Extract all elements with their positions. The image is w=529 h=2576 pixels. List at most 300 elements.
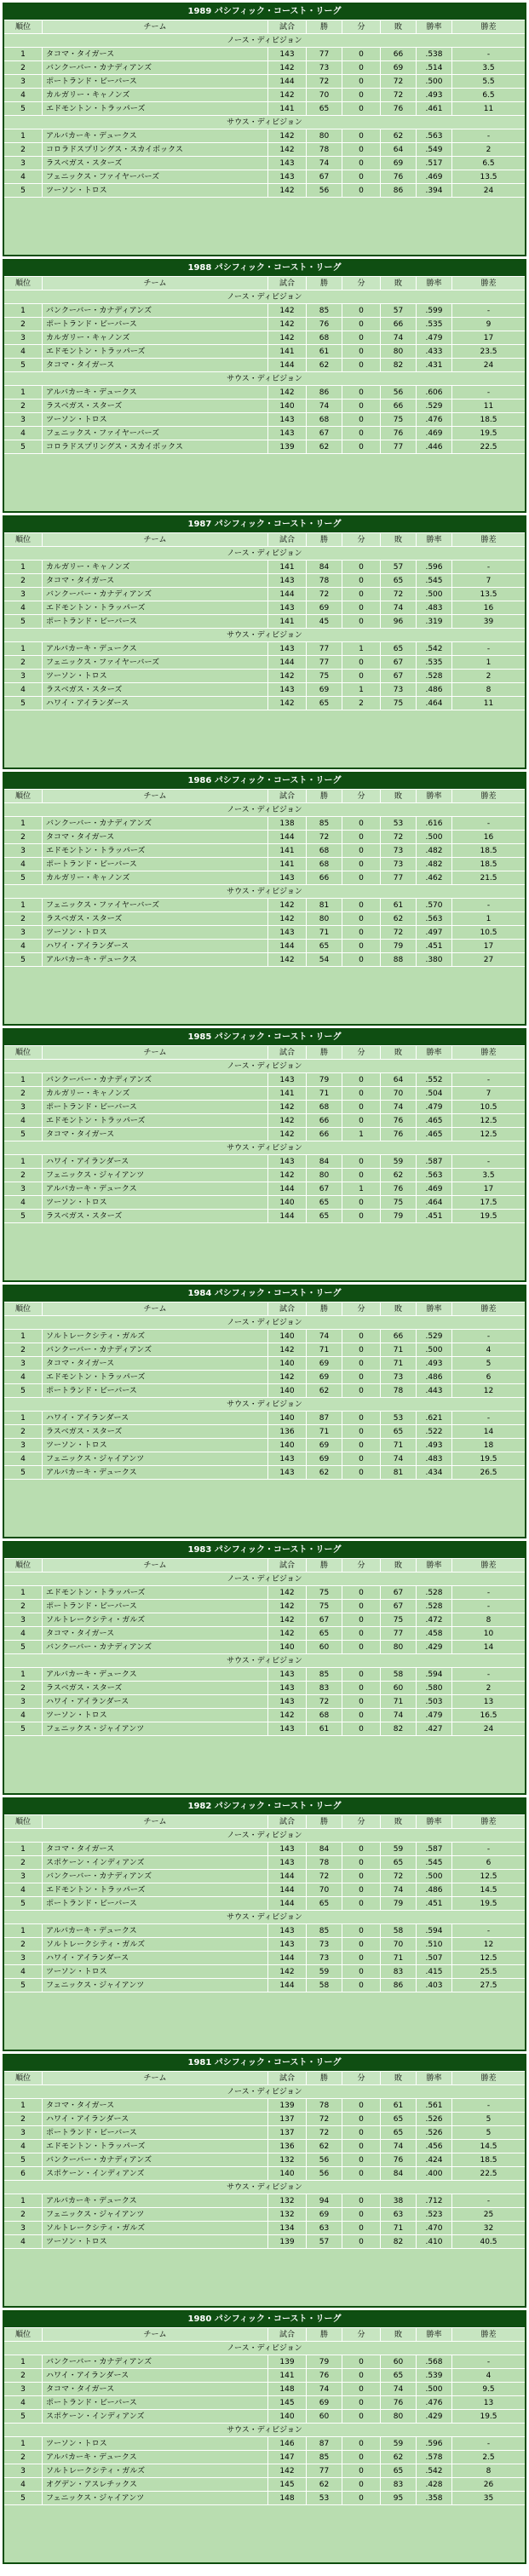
- team-name-link[interactable]: フェニックス・ジャイアンツ: [43, 1979, 268, 1992]
- team-name-link[interactable]: ラスベガス・スターズ: [43, 1210, 268, 1222]
- team-name-link[interactable]: ソルトレークシティ・ガルズ: [43, 2464, 268, 2477]
- team-name-link[interactable]: エドモントン・トラッパーズ: [43, 601, 268, 614]
- cell-pct: .429: [417, 1641, 452, 1653]
- cell-ties: 0: [342, 1641, 381, 1653]
- cell-rank: 6: [4, 2167, 43, 2180]
- cell-ties: 0: [342, 1668, 381, 1681]
- team-name-link[interactable]: タコマ・タイガース: [43, 574, 268, 587]
- cell-ties: 0: [342, 1114, 381, 1127]
- column-header-ties: 分: [342, 20, 381, 33]
- table-row: [4, 1101, 525, 1114]
- column-header-row: [4, 533, 525, 547]
- cell-pct: .469: [417, 427, 452, 440]
- season-standings-table: [3, 1285, 526, 1538]
- cell-games: 146: [268, 2437, 307, 2450]
- cell-pct: .500: [417, 831, 452, 843]
- team-name-link[interactable]: アルバカーキ・デュークス: [43, 1668, 268, 1681]
- table-row: [4, 574, 525, 588]
- table-row: [4, 1087, 525, 1101]
- cell-rank: 1: [4, 304, 43, 317]
- team-name-link[interactable]: ツーソン・トロス: [43, 1709, 268, 1722]
- season-title: 1987 パシフィック・コースト・リーグ: [4, 517, 525, 533]
- cell-wins: 68: [307, 1101, 342, 1113]
- cell-wins: 77: [307, 642, 342, 655]
- team-name-link[interactable]: エドモントン・トラッパーズ: [43, 1371, 268, 1383]
- cell-rank: 2: [4, 912, 43, 925]
- team-name-link[interactable]: ツーソン・トロス: [43, 2235, 268, 2248]
- table-row: [4, 2369, 525, 2383]
- team-name-link[interactable]: ポートランド・ビーバース: [43, 2396, 268, 2409]
- team-name-link[interactable]: ラスベガス・スターズ: [43, 683, 268, 696]
- team-name-link[interactable]: ポートランド・ビーバース: [43, 1600, 268, 1613]
- team-name-link[interactable]: ハワイ・アイランダース: [43, 1695, 268, 1708]
- cell-wins: 73: [307, 61, 342, 74]
- cell-pct: .535: [417, 656, 452, 669]
- cell-rank: 4: [4, 2396, 43, 2409]
- cell-wins: 77: [307, 656, 342, 669]
- team-name-link[interactable]: フェニックス・ジャイアンツ: [43, 2492, 268, 2504]
- cell-pct: .500: [417, 1870, 452, 1883]
- team-name-link[interactable]: コロラドスプリングス・スカイボックス: [43, 143, 268, 156]
- cell-games: 142: [268, 1101, 307, 1113]
- cell-losses: 65: [381, 2369, 417, 2382]
- table-row: [4, 1466, 525, 1480]
- team-name-link[interactable]: ハワイ・アイランダース: [43, 1412, 268, 1424]
- team-name-link[interactable]: バンクーバー・カナディアンズ: [43, 61, 268, 74]
- cell-losses: 61: [381, 2099, 417, 2112]
- cell-gb: 10.5: [480, 1103, 497, 1112]
- cell-games: 137: [268, 2126, 307, 2139]
- team-name-link[interactable]: フェニックス・ファイヤーバーズ: [43, 899, 268, 911]
- team-name-link[interactable]: タコマ・タイガース: [43, 1627, 268, 1640]
- table-row: [4, 1965, 525, 1979]
- cell-pct: .443: [417, 1384, 452, 1397]
- cell-losses: 64: [381, 143, 417, 156]
- cell-games: 147: [268, 2451, 307, 2464]
- team-name-link[interactable]: タコマ・タイガース: [43, 1128, 268, 1141]
- cell-ties: 0: [342, 844, 381, 857]
- cell-gb: 6.5: [482, 91, 495, 100]
- cell-wins: 87: [307, 2437, 342, 2450]
- team-name-link[interactable]: スポケーン・インディアンズ: [43, 1856, 268, 1869]
- cell-pct: .451: [417, 1897, 452, 1910]
- team-name-link[interactable]: カルガリー・キャノンズ: [43, 1087, 268, 1100]
- column-header-wins: 勝: [307, 2072, 342, 2084]
- cell-pct: .358: [417, 2492, 452, 2504]
- team-name-link[interactable]: ソルトレークシティ・ガルズ: [43, 2222, 268, 2234]
- cell-games: 140: [268, 1196, 307, 1209]
- team-name-link[interactable]: ツーソン・トロス: [43, 413, 268, 426]
- cell-losses: 59: [381, 1843, 417, 1855]
- cell-gb: -: [486, 1670, 491, 1679]
- cell-pct: .446: [417, 440, 452, 453]
- table-row: [4, 926, 525, 940]
- cell-ties: 0: [342, 143, 381, 156]
- team-name-link[interactable]: ポートランド・ビーバース: [43, 1384, 268, 1397]
- cell-losses: 83: [381, 1965, 417, 1978]
- team-name-link[interactable]: ポートランド・ビーバース: [43, 615, 268, 628]
- cell-rank: 2: [4, 1425, 43, 1438]
- season-title: 1986 パシフィック・コースト・リーグ: [4, 773, 525, 790]
- cell-gb: 12.5: [480, 1872, 497, 1881]
- cell-ties: 0: [342, 1425, 381, 1438]
- cell-losses: 53: [381, 817, 417, 830]
- team-name-link[interactable]: カルガリー・キャノンズ: [43, 561, 268, 573]
- division-header: ノース・ディビジョン: [4, 290, 525, 304]
- table-row: [4, 427, 525, 440]
- cell-wins: 72: [307, 75, 342, 88]
- season-title: 1989 パシフィック・コースト・リーグ: [4, 4, 525, 20]
- cell-rank: 2: [4, 61, 43, 74]
- cell-losses: 74: [381, 331, 417, 344]
- cell-rank: 3: [4, 1952, 43, 1964]
- cell-rank: 1: [4, 1843, 43, 1855]
- division-header: サウス・ディビジョン: [4, 1654, 525, 1668]
- column-header-gb: 勝差: [480, 2331, 497, 2339]
- cell-games: 143: [268, 1073, 307, 1086]
- team-name-link[interactable]: オグデン・アスレチックス: [43, 2478, 268, 2491]
- cell-wins: 58: [307, 1979, 342, 1992]
- team-name-link[interactable]: ハワイ・アイランダース: [43, 697, 268, 710]
- cell-games: 142: [268, 1627, 307, 1640]
- team-name-link[interactable]: アルバカーキ・デュークス: [43, 1466, 268, 1479]
- cell-losses: 71: [381, 1695, 417, 1708]
- team-name-link[interactable]: ツーソン・トロス: [43, 2437, 268, 2450]
- cell-pct: .482: [417, 858, 452, 871]
- cell-pct: .599: [417, 304, 452, 317]
- cell-rank: 2: [4, 1682, 43, 1694]
- team-name-link[interactable]: アルバカーキ・デュークス: [43, 642, 268, 655]
- cell-rank: 2: [4, 1856, 43, 1869]
- cell-ties: 0: [342, 2369, 381, 2382]
- column-header-row: [4, 2072, 525, 2085]
- team-name-link[interactable]: ツーソン・トロス: [43, 670, 268, 682]
- table-row: [4, 1722, 525, 1736]
- cell-gb: -: [486, 1589, 491, 1597]
- cell-games: 142: [268, 2464, 307, 2477]
- team-name-link[interactable]: バンクーバー・カナディアンズ: [43, 2355, 268, 2368]
- cell-losses: 65: [381, 642, 417, 655]
- cell-games: 132: [268, 2208, 307, 2221]
- cell-games: 142: [268, 953, 307, 966]
- team-name-link[interactable]: ツーソン・トロス: [43, 1439, 268, 1452]
- cell-wins: 72: [307, 588, 342, 601]
- table-row: [4, 1600, 525, 1613]
- table-row: [4, 440, 525, 454]
- cell-games: 142: [268, 1371, 307, 1383]
- table-row: [4, 844, 525, 858]
- table-row: [4, 1668, 525, 1682]
- team-name-link[interactable]: ラスベガス・スターズ: [43, 1682, 268, 1694]
- team-name-link[interactable]: バンクーバー・カナディアンズ: [43, 2153, 268, 2166]
- team-name-link[interactable]: エドモントン・トラッパーズ: [43, 844, 268, 857]
- cell-rank: 5: [4, 359, 43, 371]
- team-name-link[interactable]: ラスベガス・スターズ: [43, 912, 268, 925]
- team-name-link[interactable]: コロラドスプリングス・スカイボックス: [43, 440, 268, 453]
- cell-losses: 38: [381, 2194, 417, 2207]
- cell-losses: 71: [381, 1357, 417, 1370]
- team-name-link[interactable]: ポートランド・ビーバース: [43, 2126, 268, 2139]
- cell-wins: 69: [307, 601, 342, 614]
- team-name-link[interactable]: フェニックス・ファイヤーバーズ: [43, 170, 268, 183]
- cell-games: 141: [268, 844, 307, 857]
- team-name-link[interactable]: エドモントン・トラッパーズ: [43, 102, 268, 115]
- table-row: [4, 1843, 525, 1856]
- team-name-link[interactable]: アルバカーキ・デュークス: [43, 1924, 268, 1937]
- season-title: 1983 パシフィック・コースト・リーグ: [4, 1543, 525, 1559]
- cell-games: 142: [268, 89, 307, 101]
- cell-pct: .500: [417, 588, 452, 601]
- cell-wins: 73: [307, 1938, 342, 1951]
- cell-rank: 1: [4, 2194, 43, 2207]
- cell-rank: 3: [4, 1439, 43, 1452]
- cell-losses: 75: [381, 697, 417, 710]
- team-name-link[interactable]: カルガリー・キャノンズ: [43, 871, 268, 884]
- cell-losses: 66: [381, 318, 417, 331]
- team-name-link[interactable]: バンクーバー・カナディアンズ: [43, 304, 268, 317]
- team-name-link[interactable]: フェニックス・ジャイアンツ: [43, 1169, 268, 1182]
- cell-games: 142: [268, 1128, 307, 1141]
- team-name-link[interactable]: スポケーン・インディアンズ: [43, 2410, 268, 2423]
- cell-games: 143: [268, 1452, 307, 1465]
- cell-rank: 3: [4, 1613, 43, 1626]
- cell-games: 140: [268, 1357, 307, 1370]
- cell-gb: 22.5: [480, 2170, 497, 2178]
- cell-games: 142: [268, 61, 307, 74]
- cell-rank: 1: [4, 2355, 43, 2368]
- cell-gb: -: [486, 563, 491, 572]
- team-name-link[interactable]: ポートランド・ビーバース: [43, 1101, 268, 1113]
- cell-gb: 8: [486, 686, 492, 694]
- team-name-link[interactable]: ソルトレークシティ・ガルズ: [43, 1613, 268, 1626]
- cell-pct: .465: [417, 1128, 452, 1141]
- team-name-link[interactable]: ソルトレークシティ・ガルズ: [43, 1938, 268, 1951]
- cell-pct: .434: [417, 1466, 452, 1479]
- team-name-link[interactable]: ラスベガス・スターズ: [43, 1425, 268, 1438]
- cell-pct: .451: [417, 1210, 452, 1222]
- cell-rank: 2: [4, 1343, 43, 1356]
- cell-ties: 0: [342, 1330, 381, 1343]
- column-header-wins: 勝: [307, 1046, 342, 1059]
- cell-gb: 25: [483, 2211, 494, 2219]
- team-name-link[interactable]: ハワイ・アイランダース: [43, 2369, 268, 2382]
- team-name-link[interactable]: アルバカーキ・デュークス: [43, 953, 268, 966]
- cell-ties: 0: [342, 2437, 381, 2450]
- cell-gb: 1: [486, 915, 492, 923]
- cell-gb: 18.5: [480, 860, 497, 869]
- team-name-link[interactable]: カルガリー・キャノンズ: [43, 331, 268, 344]
- team-name-link[interactable]: アルバカーキ・デュークス: [43, 129, 268, 142]
- cell-losses: 61: [381, 899, 417, 911]
- cell-games: 144: [268, 1182, 307, 1195]
- season-title: 1981 パシフィック・コースト・リーグ: [4, 2056, 525, 2072]
- column-header-row: [4, 2328, 525, 2342]
- team-name-link[interactable]: ハワイ・アイランダース: [43, 1952, 268, 1964]
- column-header-gb: 勝差: [480, 2074, 497, 2083]
- table-row: [4, 2167, 525, 2181]
- table-row: [4, 697, 525, 710]
- team-name-link[interactable]: エドモントン・トラッパーズ: [43, 1586, 268, 1599]
- team-name-link[interactable]: ソルトレークシティ・ガルズ: [43, 1330, 268, 1343]
- cell-pct: .433: [417, 345, 452, 358]
- cell-losses: 74: [381, 2383, 417, 2395]
- team-name-link[interactable]: ポートランド・ビーバース: [43, 1897, 268, 1910]
- cell-wins: 65: [307, 697, 342, 710]
- season-title: 1984 パシフィック・コースト・リーグ: [4, 1286, 525, 1302]
- column-header-team: チーム: [43, 1559, 268, 1572]
- table-row: [4, 2153, 525, 2167]
- team-name-link[interactable]: ツーソン・トロス: [43, 926, 268, 939]
- team-name-link[interactable]: ツーソン・トロス: [43, 184, 268, 197]
- table-row: [4, 1695, 525, 1709]
- cell-pct: .394: [417, 184, 452, 197]
- cell-losses: 64: [381, 1073, 417, 1086]
- cell-losses: 59: [381, 1155, 417, 1168]
- cell-pct: .587: [417, 1843, 452, 1855]
- cell-wins: 84: [307, 1155, 342, 1168]
- cell-gb: 18.5: [480, 847, 497, 855]
- team-name-link[interactable]: ラスベガス・スターズ: [43, 157, 268, 170]
- team-name-link[interactable]: タコマ・タイガース: [43, 831, 268, 843]
- cell-rank: 1: [4, 2437, 43, 2450]
- team-name-link[interactable]: フェニックス・ファイヤーバーズ: [43, 427, 268, 440]
- cell-gb: 13: [483, 2399, 494, 2407]
- team-name-link[interactable]: バンクーバー・カナディアンズ: [43, 1641, 268, 1653]
- column-header-gb: 勝差: [480, 1305, 497, 1314]
- team-name-link[interactable]: アルバカーキ・デュークス: [43, 1182, 268, 1195]
- team-name-link[interactable]: ラスベガス・スターズ: [43, 400, 268, 412]
- cell-gb: 17.5: [480, 1199, 497, 1207]
- cell-rank: 3: [4, 2222, 43, 2234]
- team-name-link[interactable]: ツーソン・トロス: [43, 1196, 268, 1209]
- column-header-pct: 勝率: [417, 1046, 452, 1059]
- table-row: [4, 817, 525, 831]
- table-row: [4, 184, 525, 198]
- team-name-link[interactable]: ハワイ・アイランダース: [43, 1155, 268, 1168]
- cell-ties: 0: [342, 831, 381, 843]
- cell-wins: 54: [307, 953, 342, 966]
- cell-ties: 0: [342, 2396, 381, 2409]
- cell-rank: 5: [4, 1466, 43, 1479]
- team-name-link[interactable]: タコマ・タイガース: [43, 1357, 268, 1370]
- cell-games: 142: [268, 1343, 307, 1356]
- cell-losses: 70: [381, 1938, 417, 1951]
- team-name-link[interactable]: ハワイ・アイランダース: [43, 940, 268, 952]
- cell-ties: 0: [342, 1613, 381, 1626]
- table-row: [4, 1330, 525, 1343]
- cell-ties: 0: [342, 1586, 381, 1599]
- cell-rank: 3: [4, 926, 43, 939]
- cell-losses: 80: [381, 2410, 417, 2423]
- cell-ties: 0: [342, 953, 381, 966]
- cell-ties: 0: [342, 1210, 381, 1222]
- team-name-link[interactable]: バンクーバー・カナディアンズ: [43, 588, 268, 601]
- column-header-pct: 勝率: [417, 20, 452, 33]
- team-name-link[interactable]: バンクーバー・カナディアンズ: [43, 1870, 268, 1883]
- cell-wins: 65: [307, 1210, 342, 1222]
- team-name-link[interactable]: タコマ・タイガース: [43, 48, 268, 60]
- cell-rank: 5: [4, 1897, 43, 1910]
- team-name-link[interactable]: タコマ・タイガース: [43, 359, 268, 371]
- team-name-link[interactable]: タコマ・タイガース: [43, 2383, 268, 2395]
- team-name-link[interactable]: ポートランド・ビーバース: [43, 75, 268, 88]
- cell-games: 140: [268, 1641, 307, 1653]
- cell-games: 143: [268, 1843, 307, 1855]
- division-header: サウス・ディビジョン: [4, 1911, 525, 1924]
- team-name-link[interactable]: バンクーバー・カナディアンズ: [43, 1073, 268, 1086]
- table-row: [4, 1384, 525, 1398]
- cell-gb: -: [486, 2102, 491, 2110]
- team-name-link[interactable]: スポケーン・インディアンズ: [43, 2167, 268, 2180]
- team-name-link[interactable]: ポートランド・ビーバース: [43, 318, 268, 331]
- team-name-link[interactable]: エドモントン・トラッパーズ: [43, 1883, 268, 1896]
- column-header-row: [4, 790, 525, 803]
- cell-pct: .528: [417, 1586, 452, 1599]
- cell-ties: 1: [342, 1128, 381, 1141]
- cell-pct: .456: [417, 2140, 452, 2153]
- team-name-link[interactable]: フェニックス・ジャイアンツ: [43, 1452, 268, 1465]
- season-title: 1985 パシフィック・コースト・リーグ: [4, 1030, 525, 1046]
- table-row: [4, 129, 525, 143]
- cell-ties: 0: [342, 2222, 381, 2234]
- cell-pct: .429: [417, 2410, 452, 2423]
- cell-ties: 0: [342, 89, 381, 101]
- column-header-row: [4, 1302, 525, 1316]
- team-name-link[interactable]: タコマ・タイガース: [43, 1843, 268, 1855]
- team-name-link[interactable]: フェニックス・ファイヤーバーズ: [43, 656, 268, 669]
- cell-gb: 4: [486, 1346, 492, 1354]
- table-row: [4, 831, 525, 844]
- cell-ties: 0: [342, 48, 381, 60]
- team-name-link[interactable]: ポートランド・ビーバース: [43, 858, 268, 871]
- table-row: [4, 170, 525, 184]
- cell-wins: 81: [307, 899, 342, 911]
- team-name-link[interactable]: アルバカーキ・デュークス: [43, 2451, 268, 2464]
- team-name-link[interactable]: エドモントン・トラッパーズ: [43, 1114, 268, 1127]
- team-name-link[interactable]: カルガリー・キャノンズ: [43, 89, 268, 101]
- team-name-link[interactable]: フェニックス・ジャイアンツ: [43, 1722, 268, 1735]
- cell-gb: -: [486, 2440, 491, 2448]
- team-name-link[interactable]: タコマ・タイガース: [43, 2099, 268, 2112]
- cell-rank: 3: [4, 1695, 43, 1708]
- cell-ties: 0: [342, 2464, 381, 2477]
- cell-losses: 70: [381, 1087, 417, 1100]
- team-name-link[interactable]: エドモントン・トラッパーズ: [43, 345, 268, 358]
- team-name-link[interactable]: エドモントン・トラッパーズ: [43, 2140, 268, 2153]
- team-name-link[interactable]: フェニックス・ジャイアンツ: [43, 2208, 268, 2221]
- team-name-link[interactable]: バンクーバー・カナディアンズ: [43, 1343, 268, 1356]
- cell-ties: 0: [342, 1087, 381, 1100]
- team-name-link[interactable]: アルバカーキ・デュークス: [43, 386, 268, 399]
- cell-pct: .535: [417, 318, 452, 331]
- team-name-link[interactable]: アルバカーキ・デュークス: [43, 2194, 268, 2207]
- team-name-link[interactable]: ハワイ・アイランダース: [43, 2113, 268, 2125]
- cell-losses: 59: [381, 2437, 417, 2450]
- division-header: サウス・ディビジョン: [4, 885, 525, 899]
- cell-wins: 75: [307, 1600, 342, 1613]
- cell-rank: 4: [4, 2235, 43, 2248]
- team-name-link[interactable]: ツーソン・トロス: [43, 1965, 268, 1978]
- cell-rank: 4: [4, 2140, 43, 2153]
- cell-losses: 86: [381, 1979, 417, 1992]
- team-name-link[interactable]: バンクーバー・カナディアンズ: [43, 817, 268, 830]
- cell-games: 144: [268, 940, 307, 952]
- table-row: [4, 642, 525, 656]
- cell-losses: 65: [381, 2126, 417, 2139]
- cell-losses: 67: [381, 656, 417, 669]
- cell-losses: 73: [381, 844, 417, 857]
- cell-gb: 17: [483, 942, 494, 951]
